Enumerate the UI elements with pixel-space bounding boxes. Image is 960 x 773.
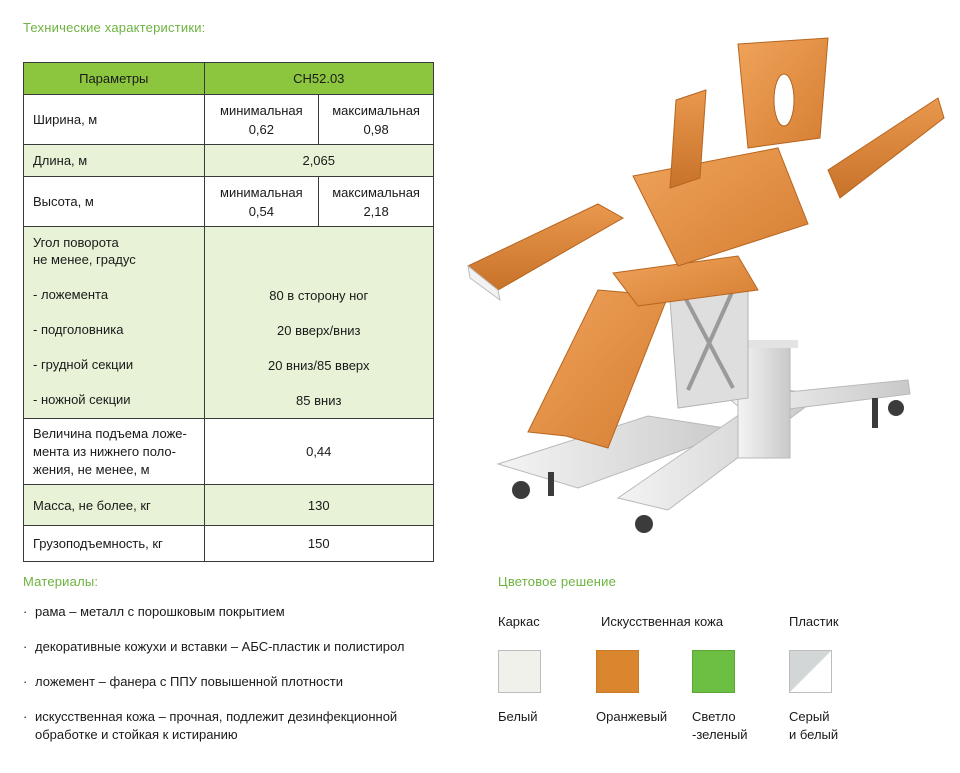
row-load <box>24 526 434 562</box>
plastic-label: Пластик <box>789 614 839 629</box>
swatch-white <box>498 650 541 693</box>
list-item: · ложемент – фанера с ППУ повышенной плотности <box>23 673 404 691</box>
height-max-value: 2,18 <box>363 203 389 219</box>
angle-item-label: - ложемента <box>33 287 109 302</box>
angle-item-label: - грудной секции <box>33 357 134 372</box>
width-max-label: максимальная <box>332 102 420 118</box>
angle-label-line1: Угол поворота <box>33 235 119 250</box>
materials-list <box>23 603 404 761</box>
row-mass <box>24 485 434 526</box>
angle-values-cell <box>204 227 434 419</box>
height-max-label: максимальная <box>332 184 420 200</box>
mass-label: Масса, не более, кг <box>24 485 205 526</box>
width-max-cell <box>319 95 434 145</box>
swatch-name-white: Белый <box>498 709 538 724</box>
angle-item-value: 20 вверх/вниз <box>277 323 361 338</box>
specs-table <box>23 62 434 562</box>
height-min-value: 0,54 <box>248 203 275 219</box>
angle-label-cell <box>24 227 205 419</box>
swatch-name-orange: Оранжевый <box>596 709 668 724</box>
swatch-name-gray-white: Серый и белый <box>789 709 839 742</box>
lift-label-line2: мента из нижнего поло- <box>33 443 176 459</box>
swatch-orange <box>596 650 639 693</box>
length-value: 2,065 <box>204 145 434 177</box>
load-value: 150 <box>204 526 434 562</box>
header-model: СН52.03 <box>204 63 434 95</box>
width-min-value: 0,62 <box>248 121 275 137</box>
angle-label-line2: не менее, градус <box>33 252 136 267</box>
row-angle <box>24 227 434 419</box>
mass-value: 130 <box>204 485 434 526</box>
lift-label-line3: жения, не менее, м <box>33 461 150 477</box>
length-label: Длина, м <box>24 145 205 177</box>
width-label: Ширина, м <box>24 95 205 145</box>
angle-item-label: - подголовника <box>33 322 124 337</box>
height-label: Высота, м <box>24 177 205 227</box>
row-lift <box>24 419 434 485</box>
list-item: · рама – металл с порошковым покрытием <box>23 603 404 621</box>
materials-title: Материалы: <box>23 574 99 589</box>
header-param: Параметры <box>24 63 205 95</box>
leather-label: Искусственная кожа <box>601 614 724 629</box>
list-item: · искусственная кожа – прочная, подлежит дезинфекционной обработке и стойкая к истиранию <box>23 708 404 744</box>
colors-title: Цветовое решение <box>498 574 617 589</box>
swatch-gray-white <box>789 650 832 693</box>
row-height <box>24 177 434 227</box>
height-min-cell <box>204 177 319 227</box>
angle-item-value: 80 в сторону ног <box>269 288 369 303</box>
load-label: Грузоподъемность, кг <box>24 526 205 562</box>
row-length <box>24 145 434 177</box>
row-width <box>24 95 434 145</box>
angle-item-value: 85 вниз <box>296 393 342 408</box>
frame-label: Каркас <box>498 614 540 629</box>
lift-label-cell <box>24 419 205 485</box>
table-header-row <box>24 63 434 95</box>
specs-title: Технические характеристики: <box>23 20 206 35</box>
list-item: · декоративные кожухи и вставки – АБС-пластик и полистирол <box>23 638 404 656</box>
swatch-name-light-green: Светло -зеленый <box>692 709 748 742</box>
angle-item-value: 20 вниз/85 вверх <box>267 358 370 373</box>
angle-item-label: - ножной секции <box>33 392 131 407</box>
swatch-light-green <box>692 650 735 693</box>
width-min-label: минимальная <box>220 102 303 118</box>
chair-illustration <box>448 28 948 548</box>
width-max-value: 0,98 <box>363 121 389 137</box>
height-max-cell <box>319 177 434 227</box>
width-min-cell <box>204 95 319 145</box>
height-min-label: минимальная <box>220 184 303 200</box>
lift-value: 0,44 <box>204 419 434 485</box>
lift-label-line1: Величина подъема ложе- <box>33 425 187 441</box>
